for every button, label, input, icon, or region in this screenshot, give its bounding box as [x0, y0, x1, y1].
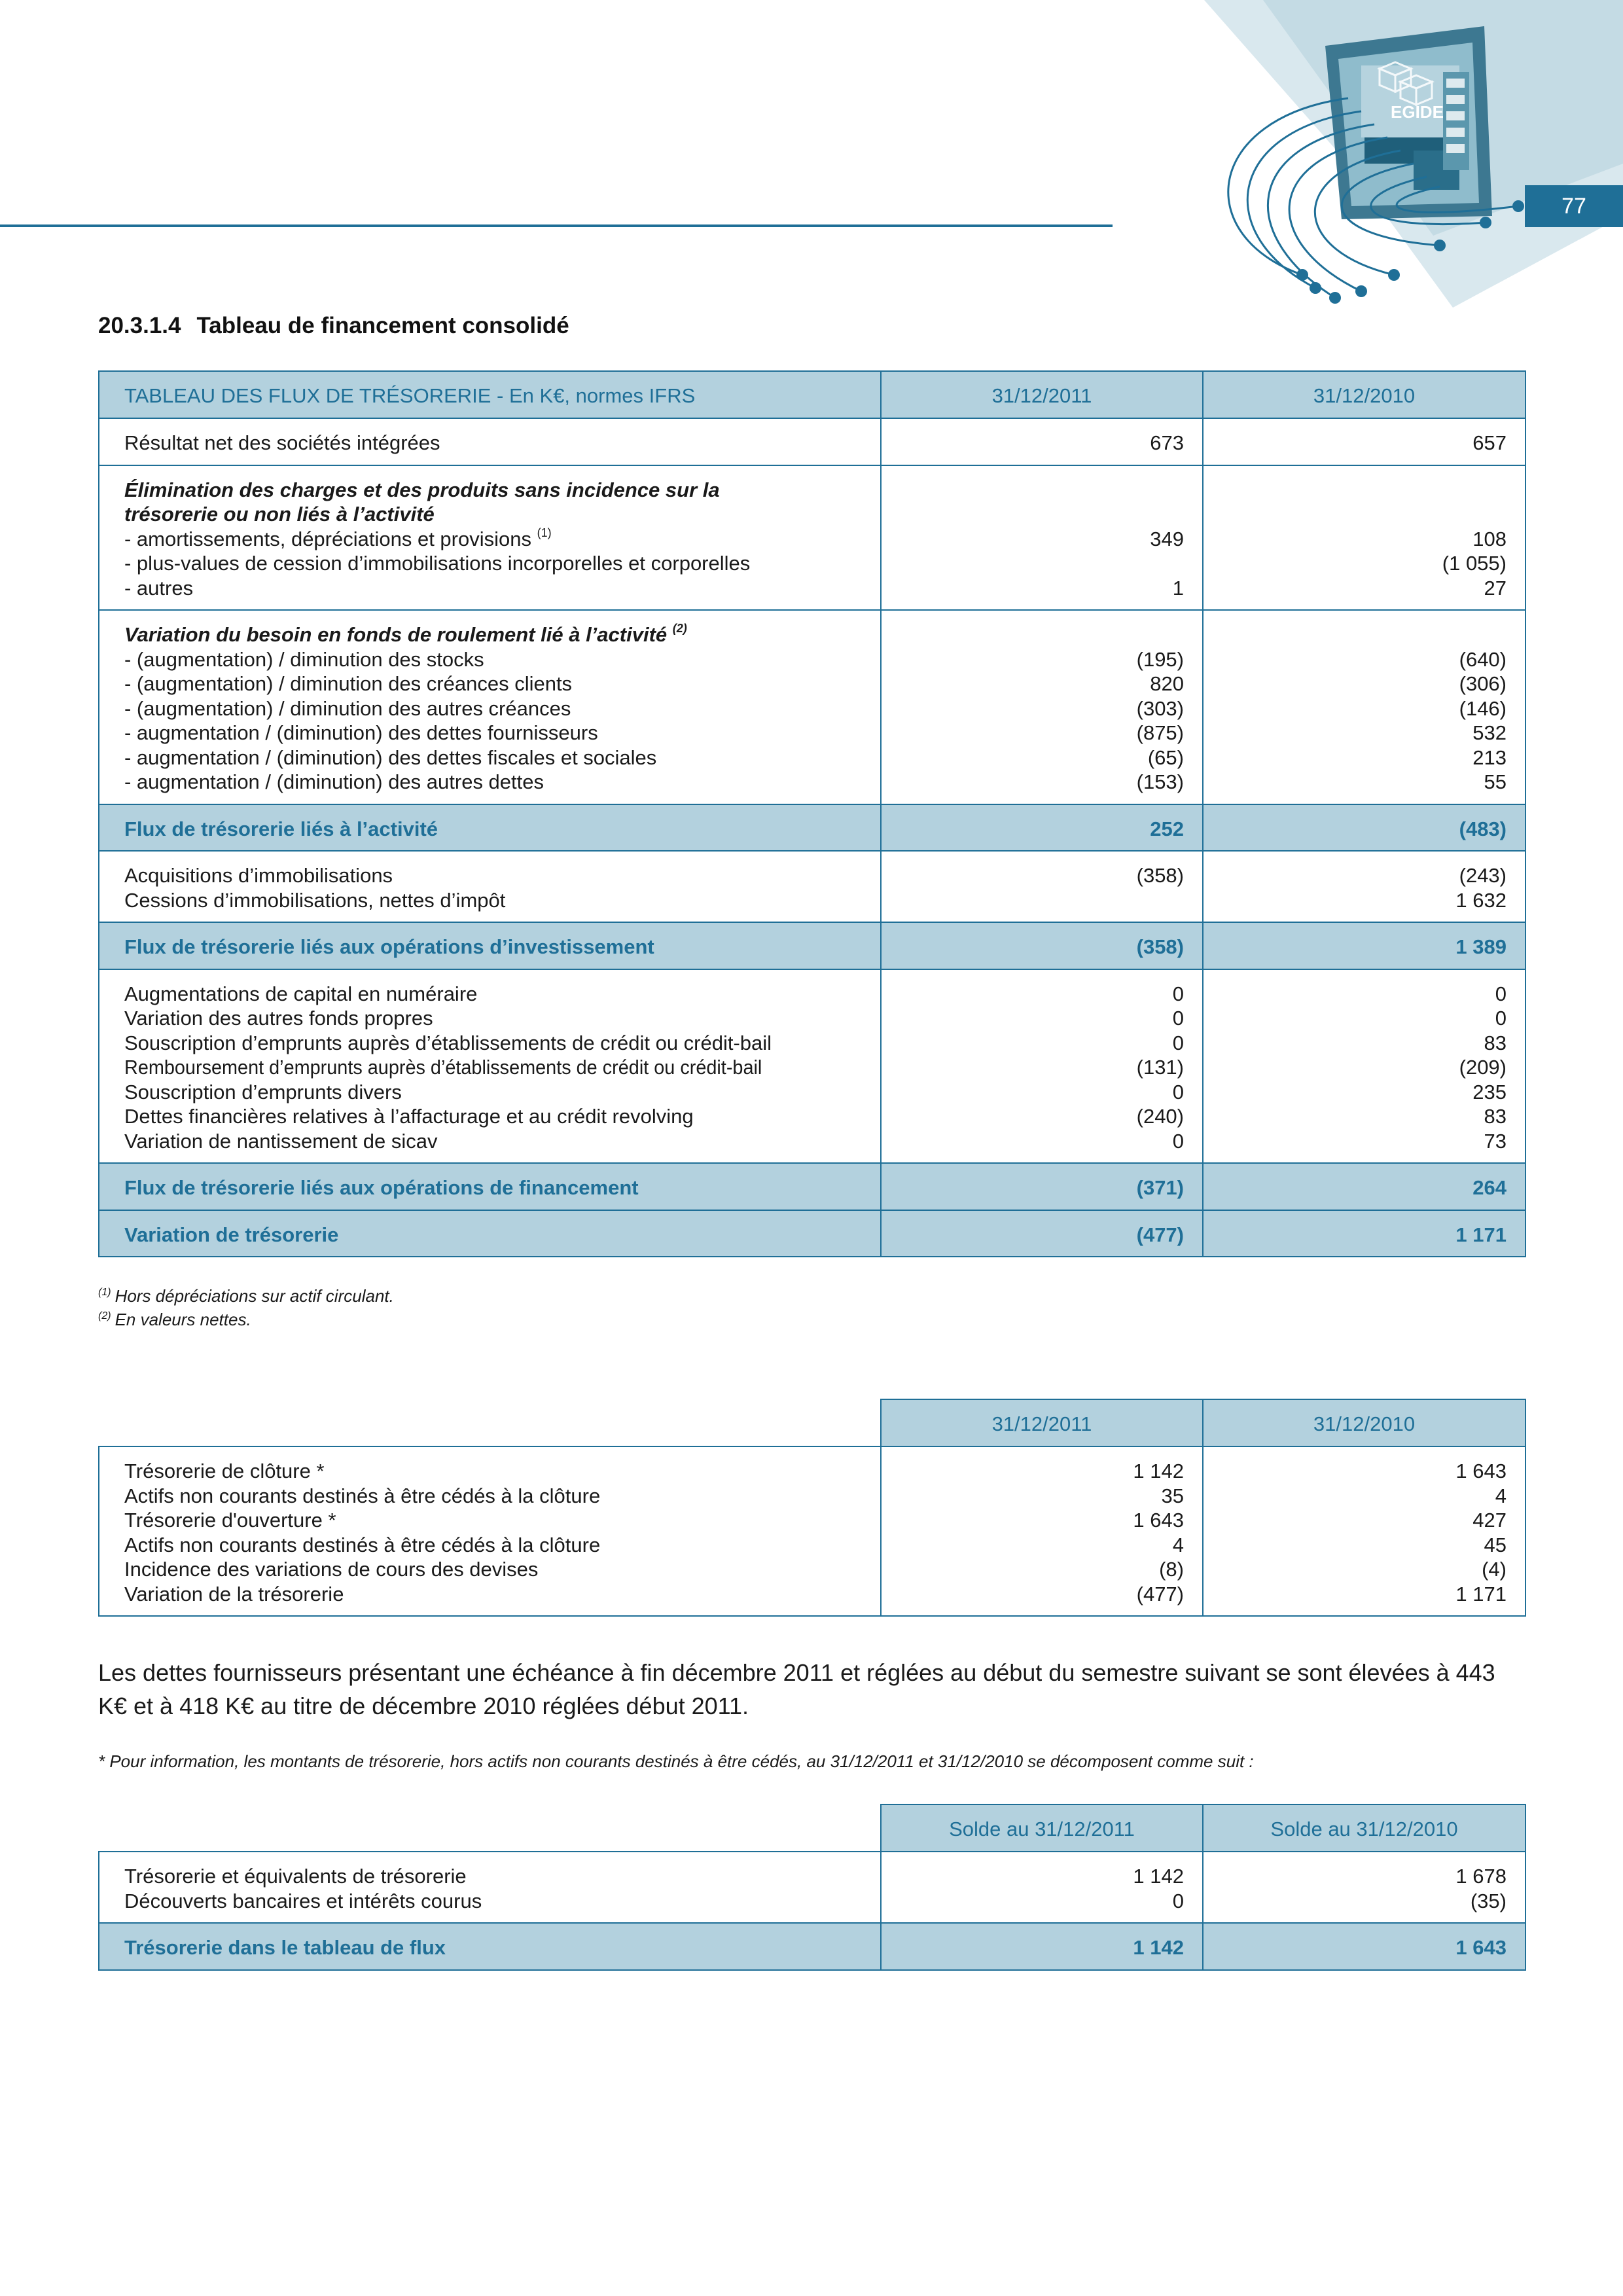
value-2010: 427: [1472, 1509, 1507, 1532]
value-2010: (640): [1459, 647, 1507, 671]
footnote-ref: (2): [672, 622, 687, 635]
row-label: Découverts bancaires et intérêts courus: [124, 1889, 482, 1912]
total-row: [99, 1163, 1525, 1210]
row-label: Cessions d’immobilisations, nettes d’impôt: [124, 888, 506, 912]
total-2011: (477): [881, 1210, 1203, 1257]
row-label: Résultat net des sociétés intégrées: [99, 418, 881, 465]
section-title-text: Tableau de financement consolidé: [196, 313, 569, 338]
table-row: [99, 610, 1525, 804]
value-2010: 55: [1484, 770, 1507, 793]
value-2010: (4): [1482, 1558, 1507, 1581]
block-title: trésorerie ou non liés à l’activité: [124, 503, 435, 526]
total-row: [99, 804, 1525, 852]
values-2011: [881, 851, 1203, 922]
total-label: Trésorerie dans le tableau de flux: [99, 1923, 881, 1970]
block-title: [124, 622, 862, 647]
row-label: - (augmentation) / diminution des autres créances: [124, 696, 571, 720]
total-label: Flux de trésorerie liés à l’activité: [99, 804, 881, 852]
value-2011: (8): [1159, 1558, 1184, 1581]
value-2010: 73: [1484, 1129, 1507, 1153]
row-label-text: - amortissements, dépréciations et provisions: [124, 527, 531, 550]
row-label: - augmentation / (diminution) des autres dettes: [124, 770, 544, 793]
header-rule: [0, 224, 1113, 227]
value-2010: 235: [1472, 1080, 1507, 1103]
value-2010: (306): [1459, 672, 1507, 695]
value-2011: (240): [1136, 1105, 1184, 1128]
total-2011: (358): [881, 922, 1203, 969]
row-label: - plus-values de cession d’immobilisations incorporelles et corporelles: [124, 552, 751, 575]
table-row: [99, 1852, 1525, 1923]
value-2011: (65): [1147, 745, 1184, 769]
value-2010: 1 171: [1455, 1582, 1507, 1605]
values-2011: [881, 1852, 1203, 1923]
value-2010: 1 632: [1455, 888, 1507, 912]
values-2010: [1203, 969, 1525, 1164]
footnote: [98, 1308, 394, 1331]
elimination-block: [99, 465, 881, 611]
block-title: Élimination des charges et des produits sans incidence sur la: [124, 478, 720, 501]
total-row: [99, 1210, 1525, 1257]
table-header-row: [99, 371, 1525, 418]
total-2010: (483): [1203, 804, 1525, 852]
values-2011: [881, 610, 1203, 804]
table-row: [99, 969, 1525, 1164]
total-2010: 1 171: [1203, 1210, 1525, 1257]
header-2011: Solde au 31/12/2011: [881, 1804, 1203, 1852]
total-row: [99, 922, 1525, 969]
value-2011: 1: [1172, 576, 1184, 600]
value-2010: 108: [1472, 527, 1507, 550]
value-2011: 4: [1172, 1533, 1184, 1556]
value-2010: 83: [1484, 1105, 1507, 1128]
header-2010: Solde au 31/12/2010: [1203, 1804, 1525, 1852]
values-2010: [1203, 610, 1525, 804]
header-2011: 31/12/2011: [881, 1399, 1203, 1446]
values-2011: [881, 465, 1203, 611]
information-note: * Pour information, les montants de trésorerie, hors actifs non courants destinés à être cédés, au 31/12/2011 et 31/12/2010 se décomposent comme suit :: [98, 1751, 1254, 1771]
egide-header-illustration: [1152, 0, 1623, 321]
value-2010: 4: [1495, 1484, 1507, 1507]
value-2011: 35: [1161, 1484, 1184, 1507]
table-row: [99, 1446, 1525, 1616]
section-number: 20.3.1.4: [98, 313, 181, 338]
total-row: [99, 1923, 1525, 1970]
row-label: Augmentations de capital en numéraire: [124, 982, 478, 1005]
value-2011: [895, 888, 1184, 913]
row-label: Actifs non courants destinés à être cédés à la clôture: [124, 1484, 601, 1507]
row-label: - autres: [124, 576, 194, 600]
header-2010: 31/12/2010: [1203, 371, 1525, 418]
row-label: Acquisitions d’immobilisations: [124, 864, 393, 887]
row-label: Souscription d’emprunts auprès d’établissements de crédit ou crédit-bail: [124, 1031, 772, 1054]
value-2010: 532: [1472, 721, 1507, 744]
value-2010: 0: [1495, 1007, 1507, 1030]
header-label: TABLEAU DES FLUX DE TRÉSORERIE - En K€, normes IFRS: [99, 371, 881, 418]
row-label: [124, 1055, 862, 1080]
value-2011: 1 643: [1133, 1509, 1184, 1532]
total-2011: (371): [881, 1163, 1203, 1210]
row-label: Variation de la trésorerie: [124, 1582, 344, 1605]
value-2011: 0: [1172, 1080, 1184, 1103]
value-2011: 1 142: [1133, 1460, 1184, 1482]
footnote-ref: (1): [537, 526, 552, 539]
table-row: [99, 418, 1525, 465]
section-title: [98, 313, 569, 339]
row-label: - augmentation / (diminution) des dettes fiscales et sociales: [124, 745, 657, 769]
value-2010: (146): [1459, 696, 1507, 720]
value-2010: 83: [1484, 1031, 1507, 1054]
investment-block: [99, 851, 881, 922]
total-2011: 252: [881, 804, 1203, 852]
value-2011: (303): [1136, 696, 1184, 720]
row-label: Actifs non courants destinés à être cédés à la clôture: [124, 1533, 601, 1556]
value-2010: 1 643: [1455, 1460, 1507, 1482]
row-label: - (augmentation) / diminution des créances clients: [124, 672, 573, 695]
footnote-mark: (1): [98, 1287, 111, 1298]
table-row: [99, 465, 1525, 611]
row-label: [124, 527, 862, 552]
values-2010: [1203, 851, 1525, 922]
total-label: Variation de trésorerie: [99, 1210, 881, 1257]
header-2010: 31/12/2010: [1203, 1399, 1525, 1446]
empty-header-cell: [99, 1399, 881, 1446]
total-2010: 1 643: [1203, 1923, 1525, 1970]
bfr-block: [99, 610, 881, 804]
value-2011: [895, 551, 1184, 576]
row-label: - (augmentation) / diminution des stocks: [124, 647, 484, 671]
value-2010: (243): [1459, 864, 1507, 887]
value-2010: 213: [1472, 745, 1507, 769]
total-2010: 264: [1203, 1163, 1525, 1210]
row-label: Variation de nantissement de sicav: [124, 1129, 438, 1153]
value-2011: 0: [1172, 1889, 1184, 1912]
value-2011: 0: [1172, 1031, 1184, 1054]
financing-block: [99, 969, 881, 1164]
row-label: Trésorerie de clôture *: [124, 1460, 325, 1482]
footnotes: [98, 1284, 394, 1331]
block-title-text: Variation du besoin en fonds de roulement lié à l’activité: [124, 623, 668, 646]
table-row: [99, 851, 1525, 922]
row-label: Souscription d’emprunts divers: [124, 1080, 402, 1103]
values-2010: [1203, 1852, 1525, 1923]
row-label: - augmentation / (diminution) des dettes fournisseurs: [124, 721, 598, 744]
row-label: Trésorerie d'ouverture *: [124, 1509, 336, 1532]
value-2011: 0: [1172, 1129, 1184, 1153]
value-2011: 820: [1150, 672, 1184, 695]
value-2010: 27: [1484, 576, 1507, 600]
value-2011: (153): [1136, 770, 1184, 793]
value-2011: 0: [1172, 1007, 1184, 1030]
header-2011: 31/12/2011: [881, 371, 1203, 418]
value-2010: (1 055): [1442, 552, 1507, 575]
total-2011: 1 142: [881, 1923, 1203, 1970]
table-header-row: [99, 1399, 1525, 1446]
row-label: Variation des autres fonds propres: [124, 1007, 433, 1030]
treasury-balance-table: [98, 1804, 1526, 1971]
table-header-row: [99, 1804, 1525, 1852]
row-label: Incidence des variations de cours des devises: [124, 1558, 539, 1581]
page-number: 77: [1525, 185, 1623, 227]
row-label: Dettes financières relatives à l’affacturage et au crédit revolving: [124, 1105, 694, 1128]
value-2011: 1 142: [1133, 1865, 1184, 1888]
footnote-text: Hors dépréciations sur actif circulant.: [115, 1286, 394, 1306]
total-2010: 1 389: [1203, 922, 1525, 969]
egide-logo-text: EGIDE: [1391, 102, 1444, 122]
value-2011: (477): [1136, 1582, 1184, 1605]
treasury-variation-table: [98, 1399, 1526, 1617]
value-2011: (195): [1136, 647, 1184, 671]
row-label: Trésorerie et équivalents de trésorerie: [124, 1865, 467, 1888]
row-label-text: Remboursement d’emprunts auprès d’établissements de crédit ou crédit-bail: [124, 1056, 762, 1079]
value-2011: (875): [1136, 721, 1184, 744]
value-2010: 0: [1495, 982, 1507, 1005]
labels-block: [99, 1852, 881, 1923]
value-2010: 1 678: [1455, 1865, 1507, 1888]
value-2011: (131): [1136, 1056, 1184, 1079]
total-label: Flux de trésorerie liés aux opérations de financement: [99, 1163, 881, 1210]
total-label: Flux de trésorerie liés aux opérations d’investissement: [99, 922, 881, 969]
values-2010: [1203, 1446, 1525, 1616]
cash-flow-table: [98, 370, 1526, 1257]
value-2010: (35): [1470, 1889, 1507, 1912]
value-2010: 45: [1484, 1533, 1507, 1556]
footnote: [98, 1284, 394, 1308]
value-2011: 0: [1172, 982, 1184, 1005]
values-2010: [1203, 465, 1525, 611]
values-2011: [881, 1446, 1203, 1616]
footnote-mark: (2): [98, 1310, 111, 1321]
labels-block: [99, 1446, 881, 1616]
footnote-text: En valeurs nettes.: [115, 1310, 251, 1329]
value-2011: 349: [1150, 527, 1184, 550]
empty-header-cell: [99, 1804, 881, 1852]
value-2011: (358): [1136, 864, 1184, 887]
value-2011: 673: [881, 418, 1203, 465]
value-2010: (209): [1459, 1056, 1507, 1079]
body-paragraph: Les dettes fournisseurs présentant une échéance à fin décembre 2011 et réglées au début du semestre suivant se sont élevées à 443 K€ et à 418 K€ au titre de décembre 2010 réglées début 2011.: [98, 1659, 1495, 1719]
value-2010: 657: [1203, 418, 1525, 465]
values-2011: [881, 969, 1203, 1164]
